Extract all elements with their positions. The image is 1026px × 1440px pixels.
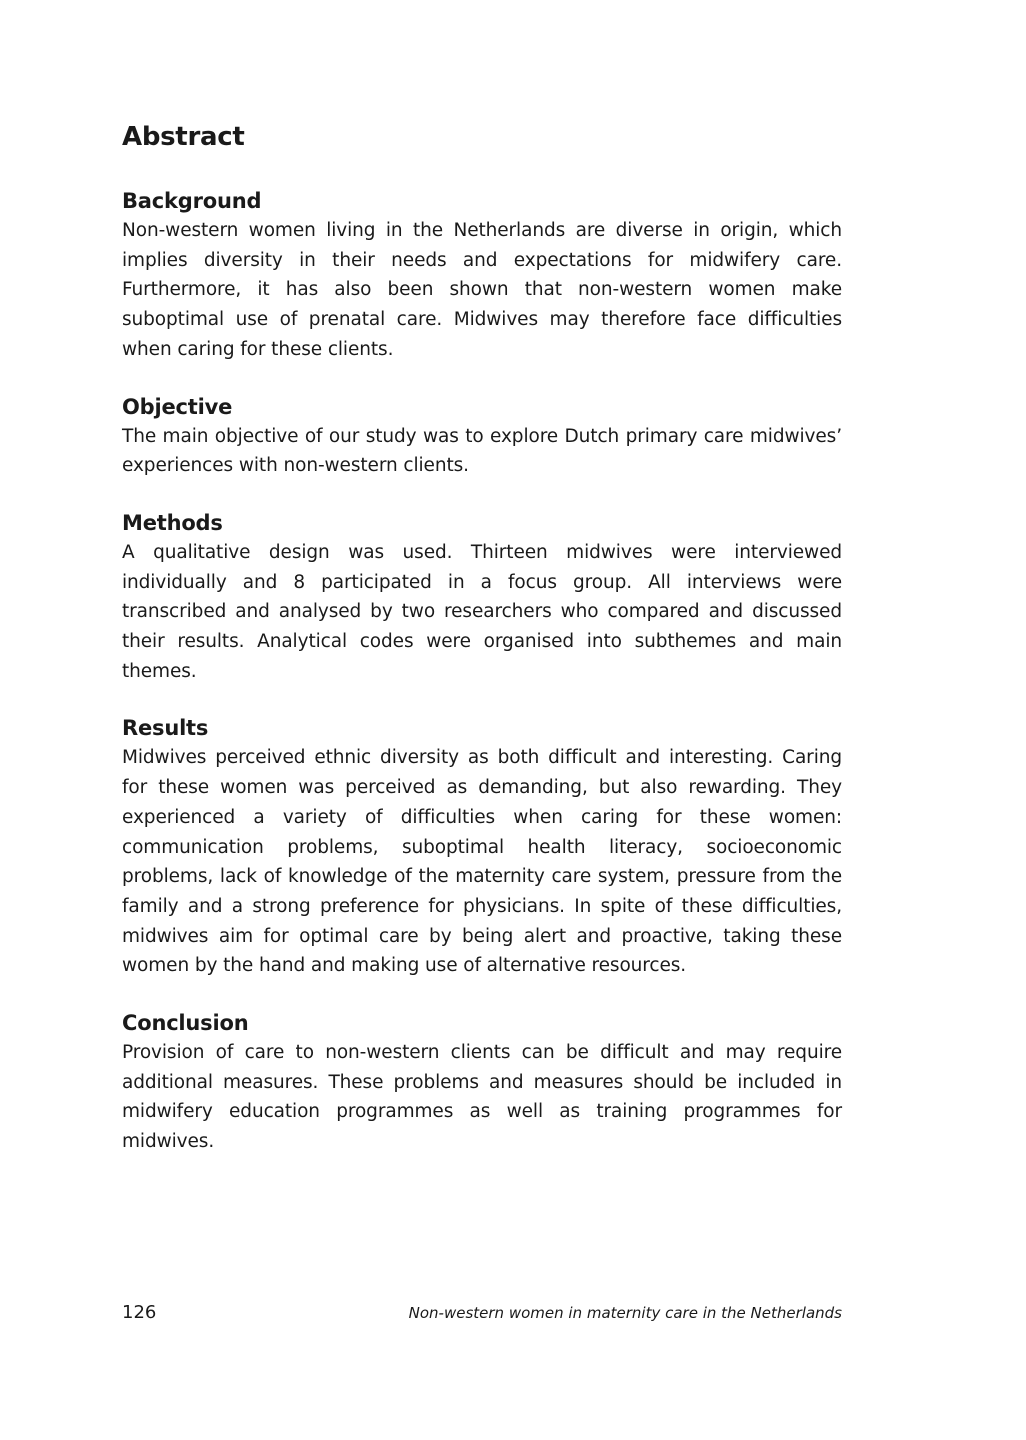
abstract-page [122,118,842,1184]
running-title: Non-western women in maternity care in the Netherlands [408,1304,842,1322]
section-methods [122,508,842,687]
section-conclusion [122,1008,842,1157]
section-heading: Methods [122,510,223,535]
section-heading: Objective [122,394,233,419]
abstract-title: Abstract [122,122,245,152]
section-body: Provision of care to non-western clients can be difficult and may require additional measures. These problems and measures should be included in midwifery education programmes as well as training programmes for midwives. [122,1042,842,1153]
section-heading: Results [122,716,209,741]
section-objective [122,392,842,481]
section-heading: Conclusion [122,1011,249,1036]
page-number: 126 [122,1302,157,1323]
section-body: Midwives perceived ethnic diversity as both difficult and interesting. Caring for these women was perceived as demanding, but also rewarding. They experienced a variety of difficulties when caring for these women: communication problems, suboptimal health literacy, socioeconomic problems, lack of knowledge of the maternity care system, pressure from the family and a strong preference for physicians. In spite of these difficulties, midwives aim for optimal care by being alert and proactive, taking these women by the hand and making use of alternative resources. [122,747,842,977]
section-body: The main objective of our study was to explore Dutch primary care midwives’ experiences with non-western clients. [122,425,842,477]
section-body: A qualitative design was used. Thirteen midwives were interviewed individually and 8 participated in a focus group. All interviews were transcribed and analysed by two researchers who compared and discussed their results. Analytical codes were organised into subthemes and main themes. [122,541,842,682]
section-background [122,186,842,365]
section-results [122,713,842,981]
section-heading: Background [122,189,262,213]
page-footer [122,1302,842,1332]
section-body: Non-western women living in the Netherlands are diverse in origin, which implies diversity in their needs and expectations for midwifery care. Furthermore, it has also been shown that non-western women make suboptimal use of prenatal care. Midwives may therefore face difficulties when caring for these clients. [122,220,842,360]
